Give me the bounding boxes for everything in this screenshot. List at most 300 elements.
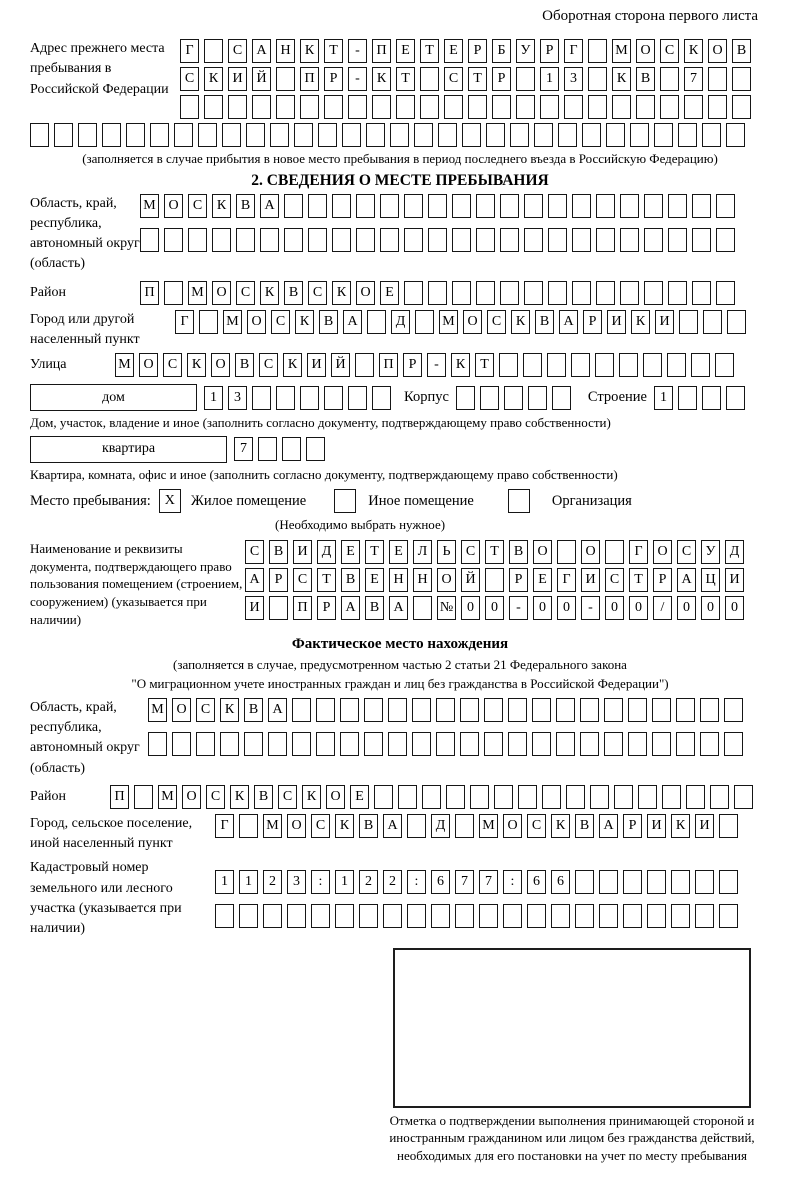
char-box[interactable]: О xyxy=(581,540,600,564)
char-box[interactable] xyxy=(364,732,383,756)
char-box[interactable]: И xyxy=(293,540,312,564)
char-box[interactable] xyxy=(308,228,327,252)
char-box[interactable] xyxy=(102,123,121,147)
char-box[interactable] xyxy=(134,785,153,809)
char-box[interactable]: С xyxy=(188,194,207,218)
char-box[interactable] xyxy=(268,732,287,756)
char-box[interactable] xyxy=(660,95,679,119)
char-box[interactable] xyxy=(239,904,258,928)
char-box[interactable] xyxy=(284,228,303,252)
char-box[interactable] xyxy=(396,95,415,119)
char-box[interactable]: С xyxy=(660,39,679,63)
char-box[interactable] xyxy=(287,904,306,928)
char-box[interactable]: 7 xyxy=(234,437,253,461)
char-box[interactable]: С xyxy=(527,814,546,838)
char-box[interactable]: А xyxy=(383,814,402,838)
char-box[interactable] xyxy=(695,870,714,894)
char-box[interactable]: С xyxy=(605,568,624,592)
char-box[interactable] xyxy=(599,870,618,894)
char-box[interactable]: К xyxy=(451,353,470,377)
char-box[interactable] xyxy=(263,904,282,928)
char-box[interactable] xyxy=(476,281,495,305)
char-box[interactable] xyxy=(462,123,481,147)
char-box[interactable] xyxy=(652,698,671,722)
char-box[interactable]: К xyxy=(335,814,354,838)
char-box[interactable] xyxy=(684,95,703,119)
char-box[interactable]: Р xyxy=(653,568,672,592)
char-box[interactable] xyxy=(540,95,559,119)
char-box[interactable]: В xyxy=(365,596,384,620)
char-box[interactable] xyxy=(710,785,729,809)
char-box[interactable]: Д xyxy=(391,310,410,334)
char-box[interactable] xyxy=(628,732,647,756)
char-box[interactable] xyxy=(630,123,649,147)
char-box[interactable]: Т xyxy=(475,353,494,377)
char-box[interactable] xyxy=(404,194,423,218)
char-box[interactable] xyxy=(556,698,575,722)
char-box[interactable] xyxy=(695,904,714,928)
char-box[interactable] xyxy=(306,437,325,461)
char-box[interactable]: В xyxy=(732,39,751,63)
char-box[interactable] xyxy=(407,904,426,928)
char-box[interactable] xyxy=(719,904,738,928)
char-box[interactable] xyxy=(456,386,475,410)
char-box[interactable] xyxy=(524,281,543,305)
char-box[interactable] xyxy=(647,904,666,928)
char-box[interactable] xyxy=(691,353,710,377)
char-box[interactable] xyxy=(148,732,167,756)
char-box[interactable] xyxy=(364,698,383,722)
char-box[interactable] xyxy=(564,95,583,119)
char-box[interactable] xyxy=(332,194,351,218)
char-box[interactable] xyxy=(180,95,199,119)
char-box[interactable]: С xyxy=(308,281,327,305)
char-box[interactable]: Е xyxy=(389,540,408,564)
char-box[interactable]: О xyxy=(212,281,231,305)
char-box[interactable] xyxy=(438,123,457,147)
char-box[interactable]: А xyxy=(260,194,279,218)
char-box[interactable] xyxy=(164,228,183,252)
char-box[interactable]: Г xyxy=(557,568,576,592)
char-box[interactable]: 0 xyxy=(533,596,552,620)
char-box[interactable] xyxy=(436,698,455,722)
char-box[interactable]: С xyxy=(180,67,199,91)
char-box[interactable] xyxy=(318,123,337,147)
char-box[interactable]: М xyxy=(140,194,159,218)
char-box[interactable]: А xyxy=(677,568,696,592)
char-box[interactable] xyxy=(500,281,519,305)
char-box[interactable]: 0 xyxy=(605,596,624,620)
char-box[interactable]: С xyxy=(271,310,290,334)
char-box[interactable] xyxy=(667,353,686,377)
char-box[interactable]: 0 xyxy=(629,596,648,620)
char-box[interactable] xyxy=(580,698,599,722)
char-box[interactable]: В xyxy=(341,568,360,592)
char-box[interactable]: С xyxy=(228,39,247,63)
char-box[interactable]: И xyxy=(581,568,600,592)
char-box[interactable] xyxy=(246,123,265,147)
char-box[interactable] xyxy=(571,353,590,377)
char-box[interactable] xyxy=(404,281,423,305)
char-box[interactable]: С xyxy=(245,540,264,564)
char-box[interactable] xyxy=(292,698,311,722)
char-box[interactable] xyxy=(620,281,639,305)
char-box[interactable] xyxy=(595,353,614,377)
char-box[interactable] xyxy=(479,904,498,928)
char-box[interactable]: А xyxy=(341,596,360,620)
char-box[interactable]: Г xyxy=(629,540,648,564)
char-box[interactable]: Й xyxy=(331,353,350,377)
char-box[interactable] xyxy=(452,281,471,305)
char-box[interactable] xyxy=(572,194,591,218)
char-box[interactable] xyxy=(614,785,633,809)
char-box[interactable]: Д xyxy=(317,540,336,564)
char-box[interactable] xyxy=(692,228,711,252)
char-box[interactable] xyxy=(716,281,735,305)
char-box[interactable] xyxy=(292,732,311,756)
char-box[interactable] xyxy=(270,123,289,147)
char-box[interactable] xyxy=(222,123,241,147)
char-box[interactable]: 0 xyxy=(725,596,744,620)
char-box[interactable] xyxy=(716,194,735,218)
char-box[interactable] xyxy=(372,386,391,410)
char-box[interactable]: Е xyxy=(341,540,360,564)
char-box[interactable]: И xyxy=(695,814,714,838)
char-box[interactable] xyxy=(686,785,705,809)
char-box[interactable]: Р xyxy=(623,814,642,838)
char-box[interactable] xyxy=(644,228,663,252)
char-box[interactable]: 2 xyxy=(263,870,282,894)
char-box[interactable] xyxy=(647,870,666,894)
char-box[interactable] xyxy=(484,698,503,722)
char-box[interactable]: Е xyxy=(365,568,384,592)
char-box[interactable]: С xyxy=(259,353,278,377)
char-box[interactable]: 3 xyxy=(287,870,306,894)
char-box[interactable]: Й xyxy=(252,67,271,91)
char-box[interactable] xyxy=(374,785,393,809)
char-box[interactable] xyxy=(660,67,679,91)
char-box[interactable] xyxy=(662,785,681,809)
char-box[interactable]: Т xyxy=(485,540,504,564)
char-box[interactable]: А xyxy=(389,596,408,620)
char-box[interactable]: И xyxy=(307,353,326,377)
char-box[interactable]: О xyxy=(708,39,727,63)
stay-option-checkbox-residential[interactable]: X xyxy=(159,489,181,513)
char-box[interactable]: 6 xyxy=(527,870,546,894)
char-box[interactable]: 1 xyxy=(239,870,258,894)
char-box[interactable]: П xyxy=(372,39,391,63)
char-box[interactable] xyxy=(516,95,535,119)
char-box[interactable] xyxy=(500,194,519,218)
char-box[interactable] xyxy=(239,814,258,838)
char-box[interactable] xyxy=(212,228,231,252)
char-box[interactable] xyxy=(308,194,327,218)
char-box[interactable] xyxy=(524,194,543,218)
char-box[interactable] xyxy=(258,437,277,461)
char-box[interactable] xyxy=(196,732,215,756)
char-box[interactable] xyxy=(679,310,698,334)
char-box[interactable]: О xyxy=(503,814,522,838)
char-box[interactable] xyxy=(252,386,271,410)
char-box[interactable]: Н xyxy=(389,568,408,592)
char-box[interactable] xyxy=(276,95,295,119)
char-box[interactable]: В xyxy=(235,353,254,377)
char-box[interactable] xyxy=(575,870,594,894)
char-box[interactable] xyxy=(30,123,49,147)
char-box[interactable]: К xyxy=(671,814,690,838)
char-box[interactable]: О xyxy=(356,281,375,305)
char-box[interactable] xyxy=(340,732,359,756)
char-box[interactable]: 0 xyxy=(485,596,504,620)
char-box[interactable] xyxy=(420,67,439,91)
char-box[interactable]: Й xyxy=(461,568,480,592)
char-box[interactable]: К xyxy=(631,310,650,334)
char-box[interactable] xyxy=(702,123,721,147)
char-box[interactable] xyxy=(654,123,673,147)
char-box[interactable]: Р xyxy=(324,67,343,91)
char-box[interactable]: С xyxy=(487,310,506,334)
char-box[interactable]: 6 xyxy=(431,870,450,894)
char-box[interactable]: Е xyxy=(380,281,399,305)
char-box[interactable]: Е xyxy=(350,785,369,809)
char-box[interactable]: К xyxy=(204,67,223,91)
char-box[interactable]: Е xyxy=(396,39,415,63)
char-box[interactable]: К xyxy=(295,310,314,334)
char-box[interactable] xyxy=(715,353,734,377)
char-box[interactable] xyxy=(572,281,591,305)
char-box[interactable] xyxy=(732,95,751,119)
char-box[interactable] xyxy=(414,123,433,147)
char-box[interactable] xyxy=(572,228,591,252)
char-box[interactable]: Г xyxy=(215,814,234,838)
char-box[interactable]: 1 xyxy=(204,386,223,410)
char-box[interactable] xyxy=(198,123,217,147)
char-box[interactable] xyxy=(588,95,607,119)
char-box[interactable]: Р xyxy=(269,568,288,592)
char-box[interactable]: Е xyxy=(533,568,552,592)
char-box[interactable] xyxy=(78,123,97,147)
char-box[interactable]: Н xyxy=(413,568,432,592)
char-box[interactable] xyxy=(342,123,361,147)
char-box[interactable] xyxy=(604,732,623,756)
char-box[interactable] xyxy=(671,904,690,928)
char-box[interactable] xyxy=(428,281,447,305)
char-box[interactable]: : xyxy=(503,870,522,894)
char-box[interactable] xyxy=(508,698,527,722)
char-box[interactable] xyxy=(596,281,615,305)
char-box[interactable] xyxy=(324,95,343,119)
char-box[interactable] xyxy=(620,228,639,252)
char-box[interactable] xyxy=(612,95,631,119)
char-box[interactable] xyxy=(676,732,695,756)
char-box[interactable] xyxy=(388,698,407,722)
char-box[interactable]: И xyxy=(245,596,264,620)
char-box[interactable]: К xyxy=(220,698,239,722)
char-box[interactable]: О xyxy=(636,39,655,63)
char-box[interactable]: К xyxy=(260,281,279,305)
char-box[interactable]: С xyxy=(163,353,182,377)
char-box[interactable] xyxy=(676,698,695,722)
char-box[interactable] xyxy=(485,568,504,592)
char-box[interactable] xyxy=(548,194,567,218)
char-box[interactable] xyxy=(620,194,639,218)
char-box[interactable] xyxy=(623,870,642,894)
char-box[interactable] xyxy=(623,904,642,928)
char-box[interactable] xyxy=(596,194,615,218)
char-box[interactable] xyxy=(452,194,471,218)
char-box[interactable]: К xyxy=(684,39,703,63)
char-box[interactable] xyxy=(174,123,193,147)
char-box[interactable]: О xyxy=(326,785,345,809)
char-box[interactable]: О xyxy=(139,353,158,377)
char-box[interactable]: 6 xyxy=(551,870,570,894)
char-box[interactable]: Ь xyxy=(437,540,456,564)
char-box[interactable]: Р xyxy=(468,39,487,63)
char-box[interactable]: К xyxy=(551,814,570,838)
char-box[interactable] xyxy=(294,123,313,147)
char-box[interactable] xyxy=(628,698,647,722)
char-box[interactable]: А xyxy=(599,814,618,838)
char-box[interactable] xyxy=(284,194,303,218)
char-box[interactable] xyxy=(644,194,663,218)
char-box[interactable] xyxy=(476,228,495,252)
char-box[interactable] xyxy=(668,228,687,252)
char-box[interactable] xyxy=(719,814,738,838)
char-box[interactable] xyxy=(452,228,471,252)
char-box[interactable] xyxy=(692,194,711,218)
char-box[interactable] xyxy=(724,698,743,722)
char-box[interactable] xyxy=(606,123,625,147)
char-box[interactable]: Т xyxy=(396,67,415,91)
char-box[interactable] xyxy=(460,732,479,756)
char-box[interactable]: М xyxy=(439,310,458,334)
char-box[interactable] xyxy=(316,732,335,756)
char-box[interactable]: П xyxy=(293,596,312,620)
char-box[interactable]: 2 xyxy=(383,870,402,894)
char-box[interactable] xyxy=(398,785,417,809)
char-box[interactable]: У xyxy=(701,540,720,564)
char-box[interactable] xyxy=(311,904,330,928)
char-box[interactable]: К xyxy=(212,194,231,218)
char-box[interactable] xyxy=(726,123,745,147)
char-box[interactable]: С xyxy=(236,281,255,305)
char-box[interactable] xyxy=(390,123,409,147)
char-box[interactable]: К xyxy=(612,67,631,91)
char-box[interactable] xyxy=(652,732,671,756)
char-box[interactable] xyxy=(668,281,687,305)
char-box[interactable] xyxy=(504,386,523,410)
char-box[interactable] xyxy=(510,123,529,147)
char-box[interactable] xyxy=(486,123,505,147)
char-box[interactable]: В xyxy=(244,698,263,722)
char-box[interactable] xyxy=(528,386,547,410)
char-box[interactable]: 1 xyxy=(335,870,354,894)
char-box[interactable] xyxy=(204,95,223,119)
char-box[interactable] xyxy=(356,194,375,218)
char-box[interactable] xyxy=(732,67,751,91)
char-box[interactable]: О xyxy=(463,310,482,334)
char-box[interactable]: Н xyxy=(276,39,295,63)
char-box[interactable]: И xyxy=(725,568,744,592)
char-box[interactable]: 1 xyxy=(215,870,234,894)
char-box[interactable]: Л xyxy=(413,540,432,564)
char-box[interactable]: 7 xyxy=(479,870,498,894)
char-box[interactable]: С xyxy=(196,698,215,722)
char-box[interactable] xyxy=(678,123,697,147)
char-box[interactable] xyxy=(164,281,183,305)
char-box[interactable] xyxy=(668,194,687,218)
char-box[interactable]: К xyxy=(300,39,319,63)
char-box[interactable]: О xyxy=(182,785,201,809)
char-box[interactable] xyxy=(719,870,738,894)
char-box[interactable] xyxy=(244,732,263,756)
char-box[interactable] xyxy=(692,281,711,305)
char-box[interactable]: М xyxy=(223,310,242,334)
char-box[interactable] xyxy=(380,194,399,218)
char-box[interactable] xyxy=(236,228,255,252)
char-box[interactable] xyxy=(596,228,615,252)
char-box[interactable] xyxy=(332,228,351,252)
char-box[interactable] xyxy=(604,698,623,722)
char-box[interactable]: А xyxy=(245,568,264,592)
char-box[interactable] xyxy=(727,310,746,334)
char-box[interactable]: - xyxy=(509,596,528,620)
char-box[interactable] xyxy=(460,698,479,722)
char-box[interactable]: - xyxy=(581,596,600,620)
char-box[interactable] xyxy=(671,870,690,894)
char-box[interactable] xyxy=(480,386,499,410)
char-box[interactable]: Р xyxy=(403,353,422,377)
char-box[interactable] xyxy=(599,904,618,928)
char-box[interactable] xyxy=(348,386,367,410)
char-box[interactable]: Г xyxy=(180,39,199,63)
char-box[interactable] xyxy=(552,386,571,410)
char-box[interactable] xyxy=(619,353,638,377)
char-box[interactable] xyxy=(575,904,594,928)
char-box[interactable]: Т xyxy=(468,67,487,91)
char-box[interactable] xyxy=(678,386,697,410)
char-box[interactable] xyxy=(324,386,343,410)
char-box[interactable] xyxy=(436,732,455,756)
char-box[interactable] xyxy=(703,310,722,334)
char-box[interactable]: О xyxy=(247,310,266,334)
char-box[interactable]: М xyxy=(479,814,498,838)
char-box[interactable] xyxy=(499,353,518,377)
char-box[interactable] xyxy=(643,353,662,377)
char-box[interactable]: О xyxy=(287,814,306,838)
char-box[interactable]: Р xyxy=(509,568,528,592)
char-box[interactable]: И xyxy=(647,814,666,838)
char-box[interactable] xyxy=(548,281,567,305)
char-box[interactable] xyxy=(372,95,391,119)
char-box[interactable] xyxy=(542,785,561,809)
char-box[interactable]: Т xyxy=(317,568,336,592)
char-box[interactable]: - xyxy=(348,67,367,91)
char-box[interactable]: В xyxy=(284,281,303,305)
char-box[interactable] xyxy=(558,123,577,147)
char-box[interactable]: 1 xyxy=(540,67,559,91)
char-box[interactable] xyxy=(300,386,319,410)
char-box[interactable] xyxy=(557,540,576,564)
char-box[interactable] xyxy=(215,904,234,928)
char-box[interactable]: 7 xyxy=(684,67,703,91)
char-box[interactable] xyxy=(204,39,223,63)
char-box[interactable]: 0 xyxy=(677,596,696,620)
char-box[interactable] xyxy=(412,732,431,756)
char-box[interactable] xyxy=(366,123,385,147)
char-box[interactable]: Р xyxy=(317,596,336,620)
char-box[interactable] xyxy=(188,228,207,252)
